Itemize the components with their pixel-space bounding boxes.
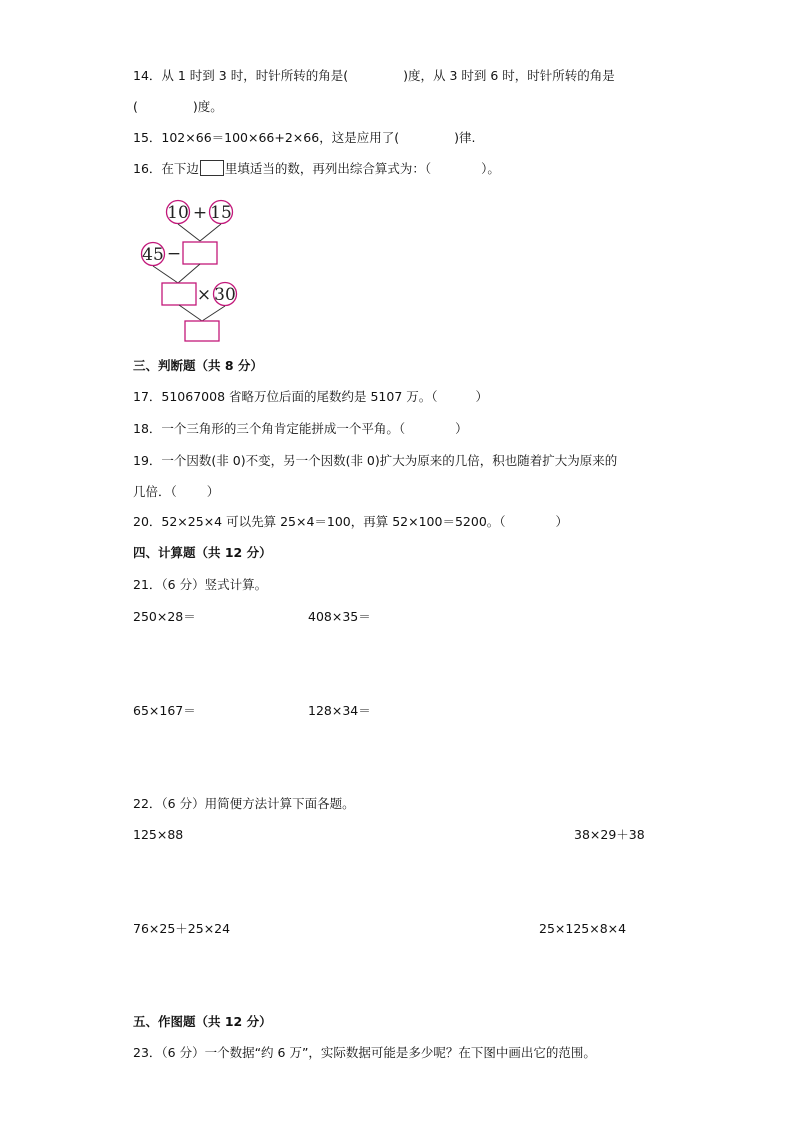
- q16-text-b: 里填适当的数，再列出综合算式为：（: [224, 161, 432, 176]
- times-operator: ×: [196, 285, 212, 305]
- q16-text-c: ）。: [481, 161, 500, 176]
- answer-box-1[interactable]: [183, 242, 217, 264]
- q14-text-d: )度。: [192, 99, 223, 114]
- number-45: 45: [142, 245, 164, 265]
- question-23: 23．（6 分）一个数据“约 6 万”，实际数据可能是多少呢？在下图中画出它的范围。: [133, 1045, 596, 1060]
- question-18: [133, 420, 468, 438]
- q21-expression-3: 65×167＝: [133, 703, 196, 718]
- section-3-heading: 三、判断题（共 8 分）: [133, 358, 263, 373]
- question-21-title: 21．（6 分）竖式计算。: [133, 577, 268, 592]
- q22-expression-1: 125×88: [133, 827, 184, 842]
- q21-expression-4: 128×34＝: [308, 703, 371, 718]
- plus-operator: +: [192, 203, 208, 223]
- answer-box-2[interactable]: [162, 283, 196, 305]
- question-22-title: 22．（6 分）用简便方法计算下面各题。: [133, 796, 355, 811]
- calculation-diagram: [130, 195, 260, 345]
- number-15: 15: [210, 203, 232, 223]
- minus-operator: −: [166, 244, 182, 264]
- q19-text-b: 几倍．（: [133, 484, 177, 499]
- q21-expression-2: 408×35＝: [308, 609, 371, 624]
- question-19-line1: [133, 452, 617, 470]
- q18-text-b: ）: [455, 421, 468, 436]
- q14-text-c: (: [133, 99, 138, 114]
- q14-text-b: )度，从 3 时到 6 时，时针所转的角是: [403, 68, 615, 83]
- q22-expression-3: 76×25＋25×24: [133, 921, 231, 936]
- q20-text-b: ）: [555, 514, 569, 529]
- q22-expression-2: 38×29＋38: [574, 827, 645, 842]
- question-19-line2: [133, 483, 219, 501]
- q16-inline-box: [200, 160, 224, 176]
- number-30: 30: [214, 285, 236, 305]
- q16-text-a: 16．在下边: [133, 161, 199, 176]
- answer-box-3[interactable]: [185, 321, 219, 341]
- q21-expression-1: 250×28＝: [133, 609, 196, 624]
- q19-text-a: 19．一个因数(非 0)不变，另一个因数(非 0)扩大为原来的几倍，积也随着扩大为原来的: [133, 453, 618, 468]
- q15-text-b: )律.: [454, 130, 476, 145]
- question-17: [133, 388, 488, 406]
- question-14-line2: [133, 98, 223, 116]
- q17-text-b: ）: [475, 389, 489, 404]
- number-10: 10: [167, 203, 189, 223]
- q18-text-a: 18．一个三角形的三个角肯定能拼成一个平角。（: [133, 421, 406, 436]
- q22-expression-4: 25×125×8×4: [539, 921, 627, 936]
- question-15: [133, 129, 475, 147]
- q20-text-a: 20．52×25×4 可以先算 25×4＝100，再算 52×100＝5200。（: [133, 514, 506, 529]
- q14-text-a: 14．从 1 时到 3 时，时针所转的角是(: [133, 68, 349, 83]
- section-5-heading: 五、作图题（共 12 分）: [133, 1014, 272, 1029]
- question-16: [133, 160, 500, 178]
- q17-text-a: 17．51067008 省略万位后面的尾数约是 5107 万。（: [133, 389, 438, 404]
- section-4-heading: 四、计算题（共 12 分）: [133, 545, 272, 560]
- question-20: [133, 513, 568, 531]
- q15-text-a: 15．102×66＝100×66+2×66，这是应用了(: [133, 130, 400, 145]
- q19-text-c: ）: [206, 484, 220, 499]
- question-14-line1: [133, 67, 615, 85]
